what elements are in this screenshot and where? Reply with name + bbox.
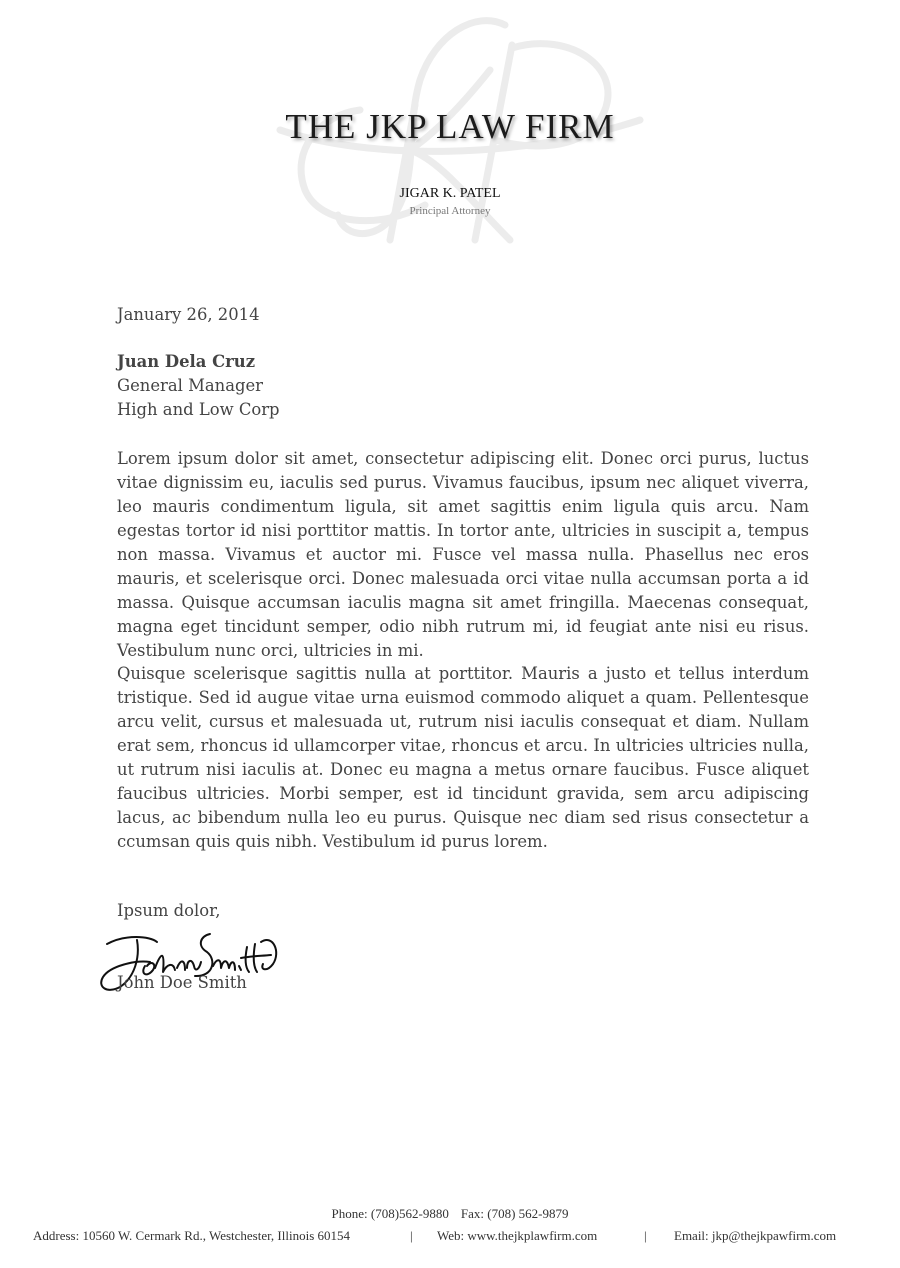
footer-separator: | — [410, 1228, 413, 1243]
attorney-title: Principal Attorney — [409, 205, 491, 217]
body-paragraph: Quisque scelerisque sagittis nulla at porttitor. Mauris a justo et tellus interdum tristique. Sed id augue vitae urna euismod commodo aliquet a quam. Pellentesque arcu velit, cursus et malesuada ut, rutrum nisi iaculis consequat et diam. Nullam erat sem, rhoncus id ullamcorper vitae, rhoncus et arcu. In ultricies ultricies nulla, ut rutrum nisi iaculis at. Donec eu magna a metus ornare faucibus. Fusce aliquet faucibus ultricies. Morbi semper, est id tincidunt gravida, sem arcu adipiscing lacus, ac bibendum nulla leo eu purus. Quisque nec diam sed risus consectetur a ccumsan quis quis nibh. Vestibulum id purus lorem. — [117, 664, 809, 851]
footer-contact-line — [0, 1206, 900, 1222]
letter-date: January 26, 2014 — [117, 305, 260, 324]
recipient-block — [117, 350, 809, 422]
footer-phone: Phone: (708)562-9880 — [331, 1206, 449, 1221]
recipient-name: Juan Dela Cruz — [117, 352, 256, 371]
recipient-company: High and Low Corp — [117, 400, 280, 419]
attorney-name: JIGAR K. PATEL — [399, 186, 501, 201]
recipient-title: General Manager — [117, 376, 264, 395]
firm-name: THE JKP LAW FIRM — [285, 107, 615, 146]
footer-web-link[interactable]: Web: www.thejkplawfirm.com — [437, 1228, 598, 1243]
footer-fax: Fax: (708) 562-9879 — [460, 1206, 569, 1221]
footer-address: Address: 10560 W. Cermark Rd., Westchester, Illinois 60154 — [33, 1228, 351, 1243]
footer-email-link[interactable]: Email: jkp@thejkpawfirm.com — [674, 1228, 837, 1243]
closing: Ipsum dolor, — [117, 901, 221, 920]
footer-address-line — [0, 1228, 900, 1246]
footer-separator: | — [644, 1228, 647, 1243]
signer-name: John Doe Smith — [117, 973, 247, 992]
body-paragraph: Lorem ipsum dolor sit amet, consectetur adipiscing elit. Donec orci purus, luctus vitae dignissim eu, iaculis sed purus. Vivamus faucibus, ipsum nec aliquet viverra, leo mauris condimentum ligula, sit amet sagittis enim ligula quis arcu. Nam egestas tortor id nisi porttitor mattis. In tortor ante, ultricies in suscipit a, tempus non massa. Vivamus et auctor mi. Fusce vel massa nulla. Phasellus nec eros mauris, et scelerisque orci. Donec malesuada orci vitae nulla accumsan porta a id massa. Quisque accumsan iaculis magna sit amet fringilla. Maecenas consequat, magna eget tincidunt semper, odio nibh rutrum mi, id feugiat ante nisi eu risus. Vestibulum nunc orci, ultricies in mi. — [117, 449, 809, 660]
